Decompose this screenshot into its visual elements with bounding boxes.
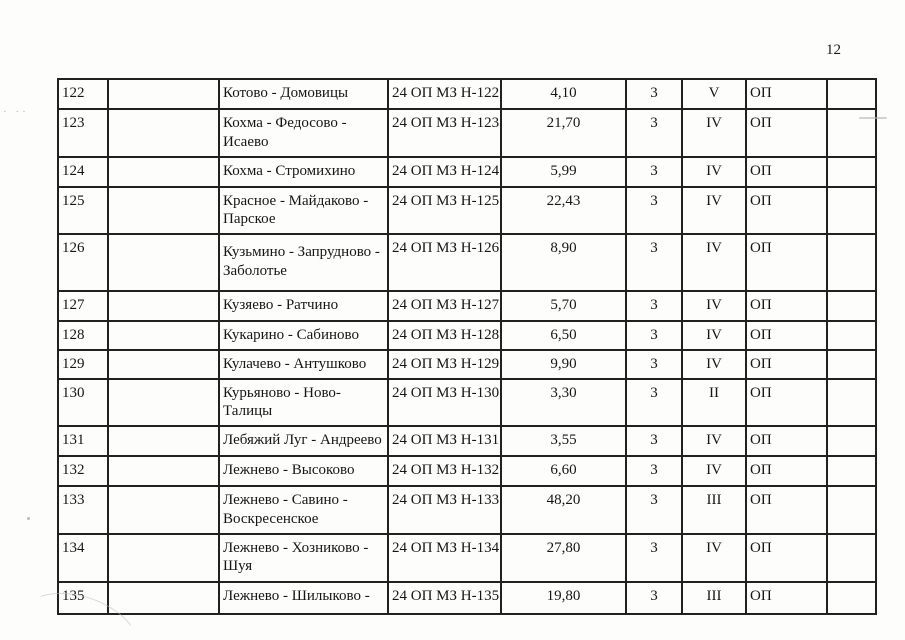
op-cell: ОП (746, 486, 827, 534)
length-cell: 19,80 (501, 582, 626, 614)
value-cell: 3 (626, 426, 682, 456)
blank-cell (108, 321, 219, 350)
value-cell: 3 (626, 109, 682, 157)
end-cell (827, 350, 876, 379)
row-number-cell: 131 (58, 426, 108, 456)
category-cell: IV (682, 234, 746, 291)
length-cell: 6,60 (501, 456, 626, 486)
category-cell: III (682, 582, 746, 614)
road-name-cell: Лебяжий Луг - Андреево (219, 426, 388, 456)
category-cell: II (682, 379, 746, 427)
length-cell: 6,50 (501, 321, 626, 350)
op-cell: ОП (746, 582, 827, 614)
road-name-cell: Красное - Майдаково - Парское (219, 187, 388, 235)
road-id-cell: 24 ОП МЗ Н-134 (388, 534, 501, 582)
end-cell (827, 157, 876, 187)
row-number-cell: 134 (58, 534, 108, 582)
op-cell: ОП (746, 157, 827, 187)
table-row (58, 426, 876, 456)
length-cell: 48,20 (501, 486, 626, 534)
row-number-cell: 122 (58, 79, 108, 109)
category-cell: III (682, 486, 746, 534)
table-row (58, 109, 876, 157)
value-cell: 3 (626, 79, 682, 109)
road-name-cell: Котово - Домовицы (219, 79, 388, 109)
table-row (58, 187, 876, 235)
value-cell: 3 (626, 379, 682, 427)
end-cell (827, 291, 876, 321)
end-cell (827, 534, 876, 582)
blank-cell (108, 234, 219, 291)
op-cell: ОП (746, 321, 827, 350)
op-cell: ОП (746, 234, 827, 291)
road-name-cell: Лежнево - Шилыково - (219, 582, 388, 614)
road-id-cell: 24 ОП МЗ Н-126 (388, 234, 501, 291)
table-row (58, 486, 876, 534)
row-number-cell: 133 (58, 486, 108, 534)
length-cell: 21,70 (501, 109, 626, 157)
road-name-cell: Курьяново - Ново- Талицы (219, 379, 388, 427)
blank-cell (108, 534, 219, 582)
op-cell: ОП (746, 350, 827, 379)
row-number-cell: 126 (58, 234, 108, 291)
road-id-cell: 24 ОП МЗ Н-130 (388, 379, 501, 427)
op-cell: ОП (746, 79, 827, 109)
table-row (58, 234, 876, 291)
end-cell (827, 234, 876, 291)
road-name-cell: Лежнево - Хозниково - Шуя (219, 534, 388, 582)
value-cell: 3 (626, 291, 682, 321)
end-cell (827, 187, 876, 235)
scan-artifact (27, 517, 30, 520)
table-row (58, 534, 876, 582)
row-number-cell: 124 (58, 157, 108, 187)
table-row (58, 79, 876, 109)
table-row (58, 582, 876, 614)
blank-cell (108, 456, 219, 486)
road-name-cell: Кулачево - Антушково (219, 350, 388, 379)
category-cell: IV (682, 109, 746, 157)
road-id-cell: 24 ОП МЗ Н-128 (388, 321, 501, 350)
table-row (58, 350, 876, 379)
value-cell: 3 (626, 486, 682, 534)
end-cell (827, 379, 876, 427)
road-id-cell: 24 ОП МЗ Н-125 (388, 187, 501, 235)
row-number-cell: 128 (58, 321, 108, 350)
blank-cell (108, 187, 219, 235)
road-id-cell: 24 ОП МЗ Н-127 (388, 291, 501, 321)
row-number-cell: 123 (58, 109, 108, 157)
road-id-cell: 24 ОП МЗ Н-132 (388, 456, 501, 486)
op-cell: ОП (746, 187, 827, 235)
blank-cell (108, 486, 219, 534)
length-cell: 3,55 (501, 426, 626, 456)
row-number-cell: 132 (58, 456, 108, 486)
length-cell: 9,90 (501, 350, 626, 379)
blank-cell (108, 350, 219, 379)
road-name-cell: Кохма - Федосово - Исаево (219, 109, 388, 157)
road-id-cell: 24 ОП МЗ Н-122 (388, 79, 501, 109)
end-cell (827, 426, 876, 456)
value-cell: 3 (626, 534, 682, 582)
page-number: 12 (826, 42, 841, 58)
road-id-cell: 24 ОП МЗ Н-133 (388, 486, 501, 534)
category-cell: IV (682, 534, 746, 582)
blank-cell (108, 291, 219, 321)
row-number-cell: 129 (58, 350, 108, 379)
road-name-cell: Лежнево - Высоково (219, 456, 388, 486)
category-cell: IV (682, 350, 746, 379)
category-cell: IV (682, 456, 746, 486)
blank-cell (108, 426, 219, 456)
end-cell (827, 486, 876, 534)
blank-cell (108, 157, 219, 187)
length-cell: 5,99 (501, 157, 626, 187)
category-cell: IV (682, 291, 746, 321)
blank-cell (108, 582, 219, 614)
category-cell: IV (682, 187, 746, 235)
row-number-cell: 135 (58, 582, 108, 614)
end-cell (827, 109, 876, 157)
length-cell: 27,80 (501, 534, 626, 582)
table-row (58, 379, 876, 427)
road-id-cell: 24 ОП МЗ Н-123 (388, 109, 501, 157)
end-cell (827, 456, 876, 486)
value-cell: 3 (626, 582, 682, 614)
end-cell (827, 79, 876, 109)
op-cell: ОП (746, 379, 827, 427)
value-cell: 3 (626, 234, 682, 291)
road-id-cell: 24 ОП МЗ Н-124 (388, 157, 501, 187)
op-cell: ОП (746, 426, 827, 456)
road-name-cell: Кукарино - Сабиново (219, 321, 388, 350)
length-cell: 3,30 (501, 379, 626, 427)
value-cell: 3 (626, 456, 682, 486)
op-cell: ОП (746, 534, 827, 582)
length-cell: 8,90 (501, 234, 626, 291)
road-name-cell: Кузьмино - Запрудново - Заболотье (219, 234, 388, 291)
end-cell (827, 582, 876, 614)
category-cell: V (682, 79, 746, 109)
blank-cell (108, 79, 219, 109)
blank-cell (108, 379, 219, 427)
scan-artifact: · ·· (3, 106, 29, 118)
table-row (58, 291, 876, 321)
length-cell: 22,43 (501, 187, 626, 235)
road-name-cell: Кузяево - Ратчино (219, 291, 388, 321)
value-cell: 3 (626, 187, 682, 235)
value-cell: 3 (626, 321, 682, 350)
table-row (58, 456, 876, 486)
road-id-cell: 24 ОП МЗ Н-135 (388, 582, 501, 614)
category-cell: IV (682, 426, 746, 456)
length-cell: 4,10 (501, 79, 626, 109)
op-cell: ОП (746, 109, 827, 157)
road-name-cell: Кохма - Стромихино (219, 157, 388, 187)
category-cell: IV (682, 157, 746, 187)
category-cell: IV (682, 321, 746, 350)
value-cell: 3 (626, 157, 682, 187)
op-cell: ОП (746, 291, 827, 321)
row-number-cell: 130 (58, 379, 108, 427)
road-id-cell: 24 ОП МЗ Н-131 (388, 426, 501, 456)
value-cell: 3 (626, 350, 682, 379)
row-number-cell: 125 (58, 187, 108, 235)
blank-cell (108, 109, 219, 157)
table-row (58, 157, 876, 187)
table-row (58, 321, 876, 350)
road-name-cell: Лежнево - Савино - Воскресенское (219, 486, 388, 534)
row-number-cell: 127 (58, 291, 108, 321)
end-cell (827, 321, 876, 350)
roads-register-table (57, 78, 877, 615)
op-cell: ОП (746, 456, 827, 486)
road-id-cell: 24 ОП МЗ Н-129 (388, 350, 501, 379)
length-cell: 5,70 (501, 291, 626, 321)
